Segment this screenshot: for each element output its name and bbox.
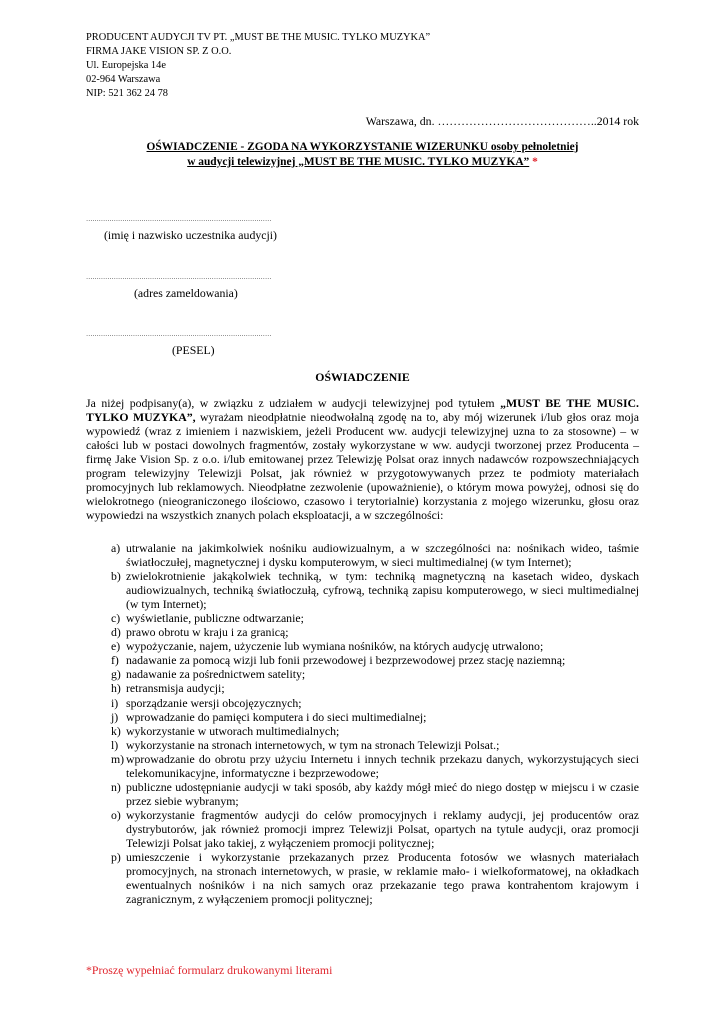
header-line-street: Ul. Europejska 14e [86, 60, 166, 71]
list-item-letter: d) [111, 625, 121, 640]
declaration-paragraph [86, 396, 639, 522]
address-field-label: (adres zameldowania) [134, 286, 238, 300]
list-item-text: prawo obrotu w kraju i za granicą; [126, 625, 289, 640]
list-item-letter: i) [111, 695, 119, 710]
title-asterisk: * [532, 155, 538, 168]
list-item-text: wyświetlanie, publiczne odtwarzanie; [126, 611, 304, 626]
list-item-text: publiczne udostępnianie audycji w taki sposób, aby każdy mógł mieć do niego dostęp w miejscu i w czasie przez siebie wybranym; [126, 779, 639, 808]
list-item [86, 639, 639, 653]
list-item-letter: j) [111, 709, 119, 724]
list-item [86, 681, 639, 695]
list-item [86, 850, 639, 906]
list-item-letter: k) [111, 723, 121, 738]
list-item [86, 569, 639, 611]
list-item [86, 696, 639, 710]
producer-header [86, 31, 430, 101]
paragraph-intro: Ja niżej podpisany(a), w związku z udziałem w audycji telewizyjnej pod tytułem [86, 396, 501, 410]
list-item-letter: f) [111, 653, 119, 668]
list-item-letter: m) [111, 751, 125, 766]
list-item-text: wykorzystanie na stronach internetowych, w tym na stronach Telewizji Polsat.; [126, 737, 500, 752]
list-item-text: nadawanie za pomocą wizji lub fonii przewodowej i bezprzewodowej przez stację naziemną; [126, 653, 566, 668]
list-item-text: zwielokrotnienie jakąkolwiek techniką, w tym: techniką magnetyczną na kasetach wideo, dyskach audiowizualnych, techniką światłoczułą, cyfrową, techniką zapisu komputerowego, w sieci multimedialnej (w tym Internet); [126, 569, 639, 612]
list-item [86, 752, 639, 780]
list-item [86, 667, 639, 681]
list-item-letter: a) [111, 541, 121, 555]
address-dotted-line: …………………………………………………………………………… [86, 274, 272, 281]
list-item-letter: g) [111, 667, 121, 682]
paragraph-body: wyrażam nieodpłatnie nieodwołalną zgodę na to, aby mój wizerunek i/lub głos oraz moja wypowiedź (wraz z imieniem i nazwiskiem, jeżeli Producent ww. audycji telewizyjnej uzna to za stosowne) – w całości lub w postaci dowolnych fragmentów, zostały wykorzystane w ww. audycji tworzonej przez Producenta – firmę Jake Vision Sp. z o.o. i/lub emitowanej przez Telewizję Polsat oraz innych nadawców rozpowszechniających program telewizyjny Telewizji Polsat, jak również w przygotowywanych przez te podmioty materiałach promocyjnych lub reklamowych. Nieodpłatne zezwolenie (upoważnienie), o którym mowa powyżej, odnosi się do wielokrotnego (nieograniczonego ilościowo, czasowo i terytorialnie) korzystania z mojego wizerunku, głosu oraz wypowiedzi na wszystkich znanych polach eksploatacji, a w szczególności: [86, 410, 639, 523]
list-item-text: umieszczenie i wykorzystanie przekazanych przez Producenta fotosów we własnych materiałach promocyjnych, na stronach internetowych, w prasie, w reklamie mało- i wielkoformatowej, na okładkach ewentualnych nośników i na nich samych oraz przekazanie tego prawa kontrahentom krajowym i zagranicznym, z wyłączeniem promocji politycznej; [126, 850, 639, 907]
list-item [86, 780, 639, 808]
list-item-letter: h) [111, 681, 121, 696]
list-item [86, 738, 639, 752]
list-item [86, 710, 639, 724]
header-line-nip: NIP: 521 362 24 78 [86, 88, 168, 99]
list-item-text: wykorzystanie fragmentów audycji do celów promocyjnych i reklamy audycji, jej producentów oraz dystrybutorów, jak również promocji imprez Telewizji Polsat, opartych na tytule audycji, oraz promocji Telewizji Polsat jako takiej, z wyłączeniem promocji politycznej; [126, 807, 639, 850]
list-item [86, 808, 639, 850]
declaration-heading: OŚWIADCZENIE [315, 370, 410, 384]
name-dotted-line: …………………………………………………………………………… [86, 216, 272, 223]
header-line-company: FIRMA JAKE VISION SP. Z O.O. [86, 46, 232, 57]
list-item-text: utrwalanie na jakimkolwiek nośniku audiowizualnym, a w szczególności na: nośnikach wideo, taśmie światłoczułej, magnetycznej i dysku komputerowym, w sieci multimedialnej (w tym Internet); [126, 541, 639, 570]
document-title [0, 140, 725, 169]
list-item-text: wypożyczanie, najem, użyczenie lub wymiana nośników, na których audycję utrwalono; [126, 639, 544, 654]
list-item-letter: e) [111, 639, 121, 654]
list-item-text: retransmisja audycji; [126, 681, 225, 696]
list-item-text: wykorzystanie w utworach multimedialnych; [126, 723, 340, 738]
paragraph-show-title: „MUST BE THE MUSIC. TYLKO MUZYKA”, [86, 396, 640, 425]
list-item-letter: n) [111, 779, 121, 794]
name-field-label: (imię i nazwisko uczestnika audycji) [104, 228, 277, 242]
list-item-text: sporządzanie wersji obcojęzycznych; [126, 695, 302, 710]
list-item-letter: o) [111, 807, 121, 822]
list-item-text: nadawanie za pośrednictwem satelity; [126, 667, 306, 682]
list-item-letter: l) [111, 737, 119, 752]
footnote: *Proszę wypełniać formularz drukowanymi literami [86, 963, 333, 977]
list-item-text: wprowadzanie do obrotu przy użyciu Internetu i innych technik przekazu danych, wykorzystujących sieci telekomunikacyjne, informatyczne i bezprzewodowe; [126, 751, 639, 780]
list-item [86, 653, 639, 667]
list-item-letter: p) [111, 850, 121, 865]
header-line-city: 02-964 Warszawa [86, 74, 161, 85]
pesel-field-label: (PESEL) [172, 343, 215, 357]
list-item-letter: c) [111, 611, 121, 626]
title-line-2: w audycji telewizyjnej „MUST BE THE MUSIC. TYLKO MUZYKA” [187, 155, 530, 168]
title-line-1: OŚWIADCZENIE - ZGODA NA WYKORZYSTANIE WIZERUNKU osoby pełnoletniej [146, 141, 579, 153]
list-item [86, 625, 639, 639]
list-item-letter: b) [111, 569, 121, 584]
exploitation-fields-list [86, 541, 639, 906]
list-item-text: wprowadzanie do pamięci komputera i do sieci multimedialnej; [126, 709, 427, 724]
date-line: Warszawa, dn. …………………………………..2014 rok [365, 114, 639, 128]
list-item [86, 541, 639, 569]
header-line-producer: PRODUCENT AUDYCJI TV PT. „MUST BE THE MUSIC. TYLKO MUZYKA” [86, 32, 431, 43]
list-item [86, 724, 639, 738]
pesel-dotted-line: …………………………………………………………………………… [86, 331, 272, 338]
list-item [86, 611, 639, 625]
